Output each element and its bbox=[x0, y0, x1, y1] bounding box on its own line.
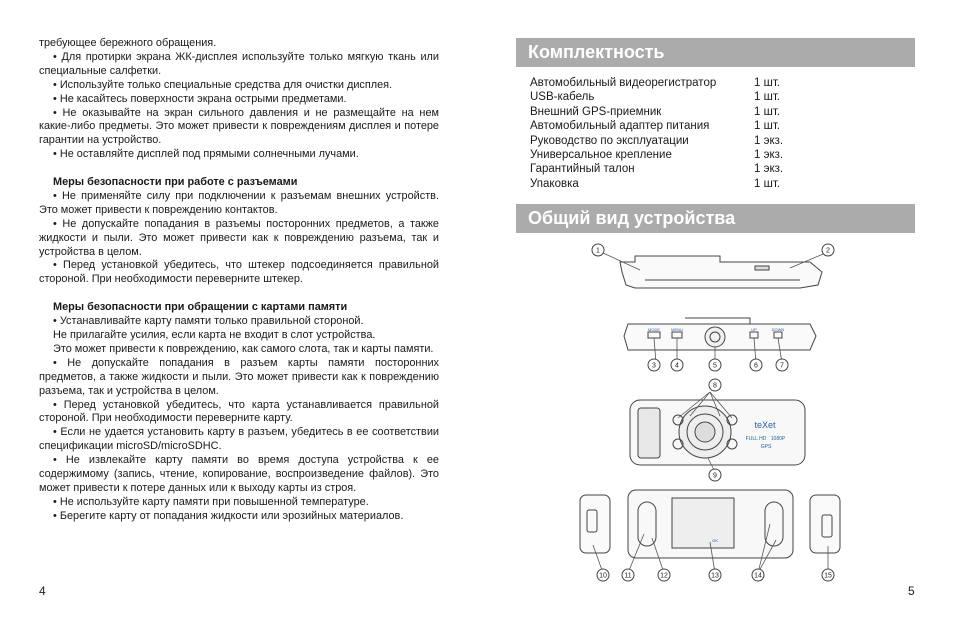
callout-number: 4 bbox=[675, 362, 679, 370]
text-paragraph: • Не применяйте силу при подключении к разъемам внешних устройств. Это может привести к повреждению контактов. bbox=[39, 189, 439, 216]
kit-item bbox=[530, 177, 790, 191]
callout-number: 10 bbox=[599, 572, 607, 580]
button-label-ok: OK bbox=[712, 538, 718, 543]
kit-item-name: Автомобильный адаптер питания bbox=[530, 120, 710, 133]
heading-connectors: Меры безопасности при работе с разъемами bbox=[53, 176, 298, 189]
device-front-view bbox=[624, 318, 816, 350]
kit-item bbox=[530, 119, 790, 133]
button-label-mode: MODE bbox=[648, 327, 660, 332]
callout-number: 9 bbox=[713, 472, 717, 480]
device-back-view bbox=[580, 490, 840, 558]
device-diagram bbox=[560, 240, 860, 585]
text-paragraph: • Не используйте карту памяти при повышенной температуре. bbox=[53, 495, 369, 508]
page-number-right: 5 bbox=[908, 584, 915, 598]
kit-item-qty: 1 экз. bbox=[754, 148, 784, 161]
kit-item bbox=[530, 134, 790, 148]
kit-item-qty: 1 шт. bbox=[754, 120, 781, 133]
text-paragraph: • Если не удается установить карту в разъем, убедитесь в ее соответствии спецификации microSD/microSDHC. bbox=[39, 426, 439, 453]
callout-number: 14 bbox=[754, 572, 762, 580]
kit-item bbox=[530, 76, 790, 90]
callout-number: 7 bbox=[780, 362, 784, 370]
kit-item-name: Универсальное крепление bbox=[530, 148, 672, 161]
kit-item-name: Руководство по эксплуатации bbox=[530, 134, 689, 147]
kit-title: Комплектность bbox=[516, 38, 915, 67]
button-label-up: UP bbox=[751, 327, 757, 332]
kit-item-qty: 1 шт. bbox=[754, 105, 781, 118]
device-top-view bbox=[620, 256, 822, 288]
button-label-down: DOWN bbox=[771, 327, 785, 332]
text-paragraph: • Не извлекайте карту памяти во время доступа устройства к ее содержимому (запись, чтение, копирование, воспроизведение файлов). Это может привести к потере данных или к выходу карты из строя. bbox=[39, 454, 439, 494]
card-paragraphs bbox=[39, 315, 439, 524]
text-paragraph: • Не допускайте попадания в разъем карты памяти посторонних предметов, а также жидкости и пыли. Это может привести как к повреждению разъема, так и устройства в целом. bbox=[39, 356, 439, 397]
overview-title: Общий вид устройства bbox=[516, 204, 915, 233]
button-label-menu: MENU bbox=[671, 327, 683, 332]
brand-label: teXet bbox=[754, 420, 776, 430]
text-paragraph: • Берегите карту от попадания жидкости или эрозийных материалов. bbox=[53, 509, 404, 522]
kit-item-qty: 1 шт. bbox=[754, 177, 781, 190]
heading-memory-cards: Меры безопасности при обращении с картами памяти bbox=[53, 301, 348, 314]
callout-number: 6 bbox=[754, 362, 758, 370]
kit-item-qty: 1 экз. bbox=[754, 163, 784, 176]
callout-number: 5 bbox=[713, 362, 717, 370]
kit-item-name: Внешний GPS-приемник bbox=[530, 105, 662, 118]
callout-number: 11 bbox=[624, 572, 632, 580]
kit-item-name: Упаковка bbox=[530, 177, 579, 190]
text-paragraph: требующее бережного обращения. bbox=[39, 37, 217, 49]
kit-item bbox=[530, 148, 790, 162]
kit-item bbox=[530, 162, 790, 176]
kit-item-qty: 1 шт. bbox=[754, 91, 781, 104]
lens-label-3: GPS bbox=[760, 444, 772, 450]
text-paragraph: • Перед установкой убедитесь, что штекер подсоединяется правильной стороной. При необходимости переверните штекер. bbox=[39, 259, 439, 286]
text-paragraph: • Используйте только специальные средства для очистки дисплея. bbox=[53, 78, 393, 91]
callout-number: 15 bbox=[824, 572, 832, 580]
kit-item-name: Автомобильный видеорегистратор bbox=[530, 77, 717, 89]
kit-item-qty: 1 экз. bbox=[754, 134, 784, 147]
kit-item-qty: 1 шт. bbox=[754, 77, 781, 89]
kit-item-name: USB-кабель bbox=[530, 91, 595, 104]
text-paragraph: • Устанавливайте карту памяти только правильной стороной. bbox=[53, 315, 364, 328]
lens-label-2: 1080P bbox=[770, 436, 786, 442]
callout-number: 13 bbox=[711, 572, 719, 580]
text-paragraph: Не прилагайте усилия, если карта не входит в слот устройства. bbox=[53, 329, 376, 341]
kit-list bbox=[530, 76, 790, 191]
text-paragraph: • Для протирки экрана ЖК-дисплея используйте только мягкую ткань или специальные салфетки. bbox=[39, 50, 439, 77]
text-paragraph: Это может привести к повреждению, как самого слота, так и карты памяти. bbox=[53, 342, 434, 355]
left-page-text bbox=[39, 37, 439, 524]
text-paragraph: • Не касайтесь поверхности экрана острыми предметами. bbox=[53, 92, 347, 105]
care-paragraphs bbox=[39, 37, 439, 162]
text-paragraph: • Перед установкой убедитесь, что карта устанавливается правильной стороной. При необходимости переверните карту. bbox=[39, 398, 439, 425]
text-paragraph: • Не оставляйте дисплей под прямыми солнечными лучами. bbox=[53, 148, 359, 161]
callout-number: 12 bbox=[660, 572, 668, 580]
text-paragraph: • Не допускайте попадания в разъемы посторонних предметов, а также жидкости и пыли. Это может привести как к повреждению разъема, так и устройства в целом. bbox=[39, 217, 439, 258]
lens-label-1: FULL HD bbox=[745, 436, 767, 442]
page-number-left: 4 bbox=[39, 584, 46, 598]
text-paragraph: • Не оказывайте на экран сильного давления и не размещайте на нем какие-либо предметы. Это может привести к повреждениям дисплея и потере гарантии на устройство. bbox=[39, 106, 439, 147]
callout-number: 8 bbox=[713, 382, 717, 390]
kit-item bbox=[530, 90, 790, 104]
connector-paragraphs bbox=[39, 190, 439, 287]
kit-item-name: Гарантийный талон bbox=[530, 163, 635, 176]
callout-number: 3 bbox=[652, 362, 656, 370]
kit-item bbox=[530, 105, 790, 119]
callout-number: 1 bbox=[596, 247, 600, 255]
callout-number: 2 bbox=[826, 247, 830, 255]
